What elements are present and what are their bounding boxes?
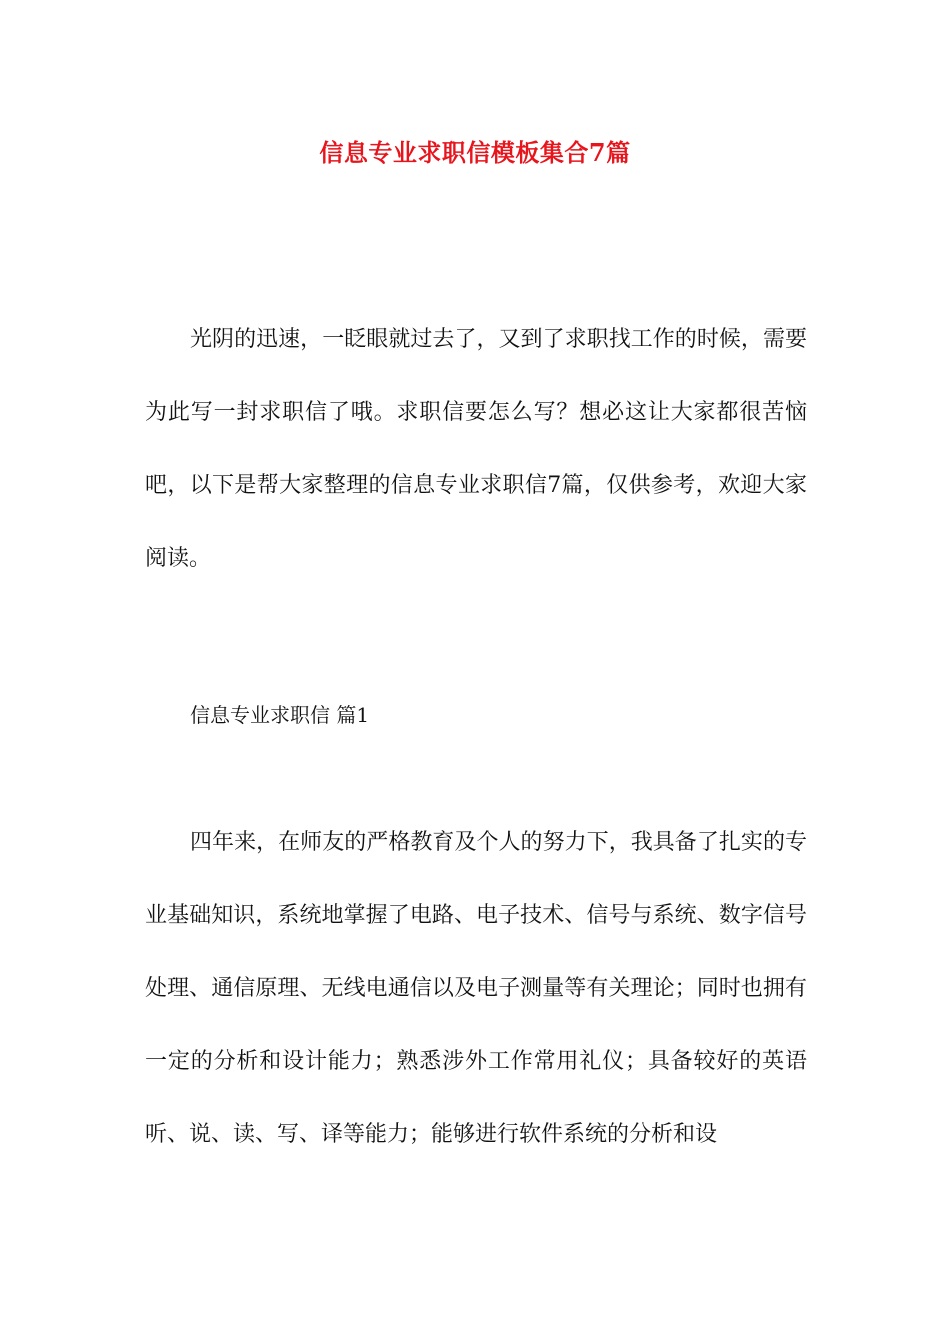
intro-paragraph: 光阴的迅速，一眨眼就过去了，又到了求职找工作的时候，需要为此写一封求职信了哦。求职信要怎么写？想必这让大家都很苦恼吧，以下是帮大家整理的信息专业求职信7篇，仅供参考，欢迎大家阅读。 bbox=[145, 327, 807, 571]
body-paragraph: 四年来，在师友的严格教育及个人的努力下，我具备了扎实的专业基础知识，系统地掌握了电路、电子技术、信号与系统、数字信号处理、通信原理、无线电通信以及电子测量等有关理论；同时也拥有一定的分析和设计能力；熟悉涉外工作常用礼仪；具备较好的英语听、说、读、写、译等能力；能够进行软件系统的分析和设 bbox=[145, 830, 807, 1147]
document-title: 信息专业求职信模板集合7篇 bbox=[319, 138, 631, 167]
section-heading: 信息专业求职信 篇1 bbox=[190, 703, 370, 727]
